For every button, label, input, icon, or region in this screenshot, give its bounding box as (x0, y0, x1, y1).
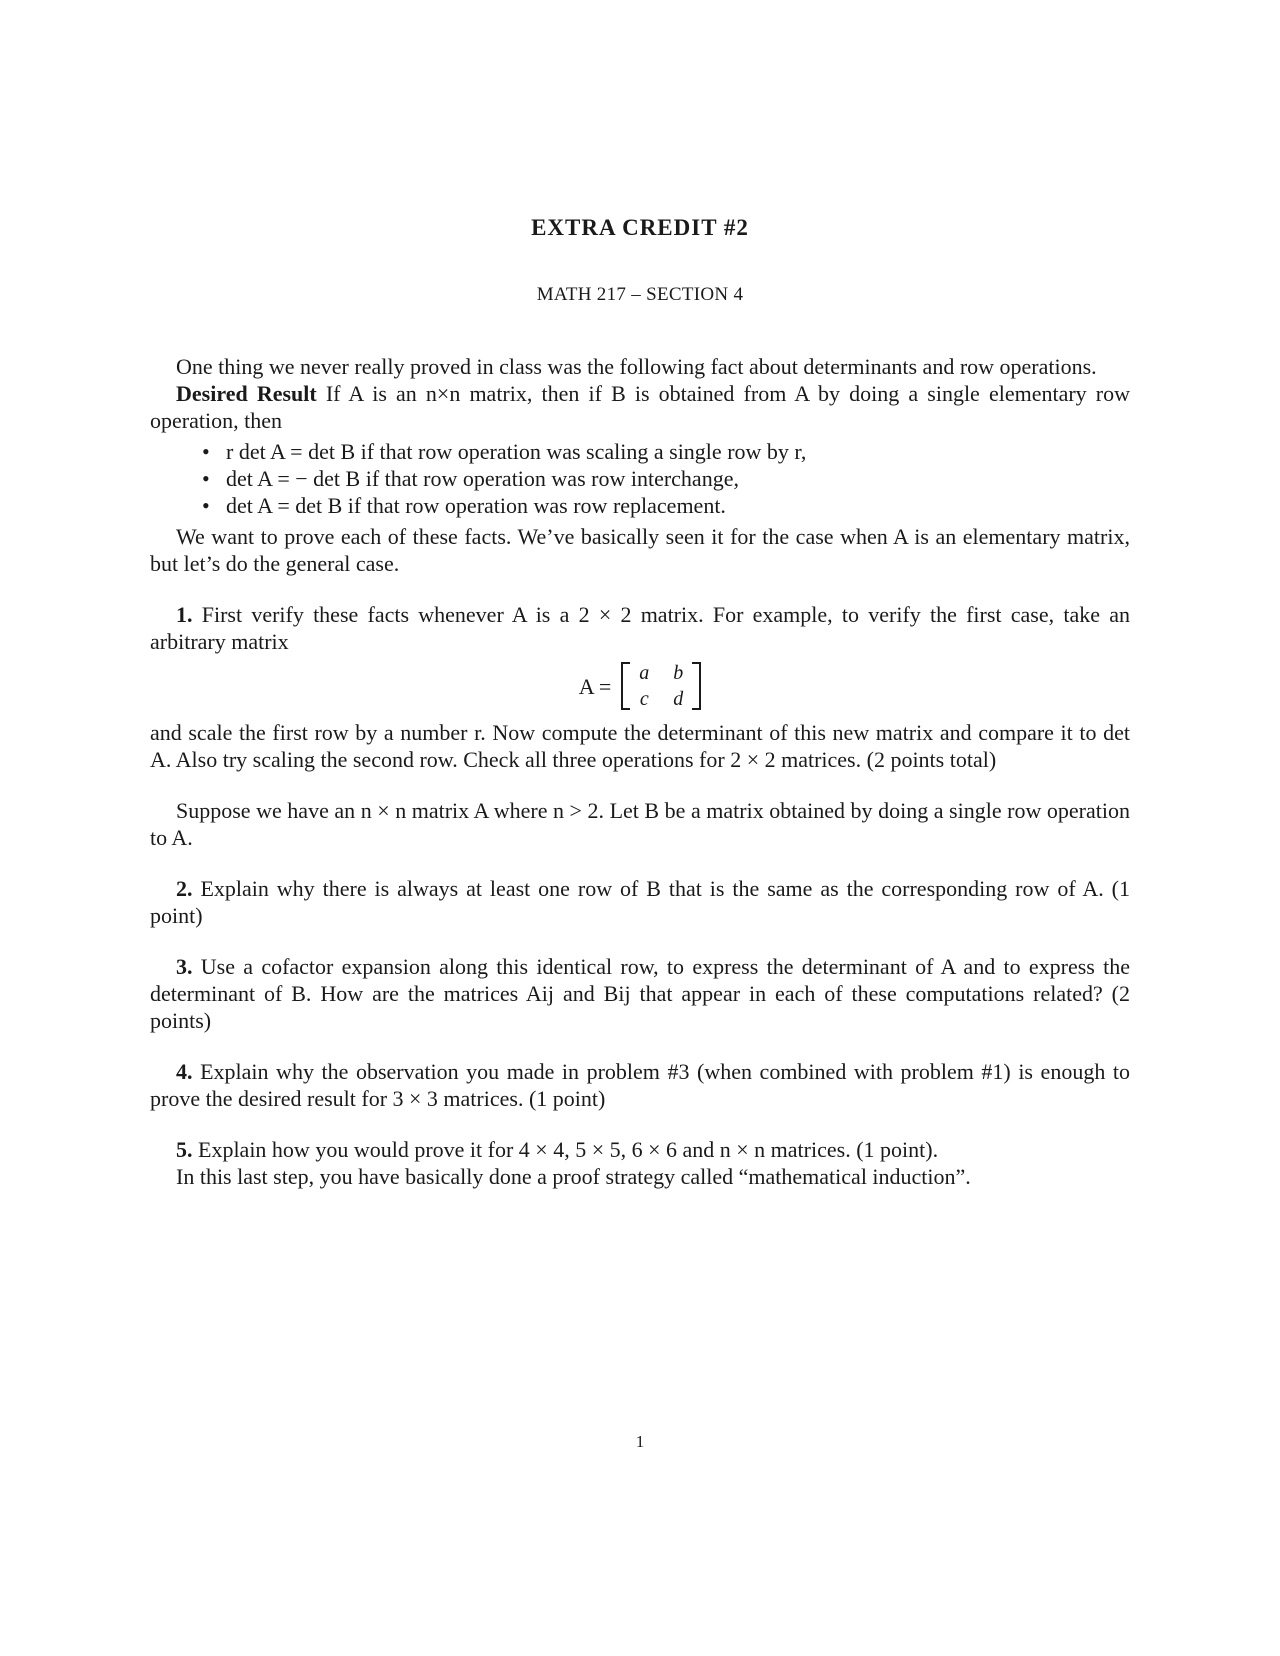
setup-paragraph: Suppose we have an n × n matrix A where n > 2. Let B be a matrix obtained by doing a single row operation to A. (150, 798, 1130, 850)
intro-paragraph: One thing we never really proved in class was the following fact about determinants and row operations. (176, 354, 1097, 379)
matrix-entry-c: c (639, 688, 649, 710)
bullet-replacement: • det A = det B if that row operation was row replacement. (150, 492, 1130, 519)
problem-2 (150, 875, 1130, 929)
problem-2-text: Explain why there is always at least one row of B that is the same as the corresponding row of A. (1 point) (150, 876, 1131, 928)
desired-result-label: Desired Result (176, 381, 317, 406)
document-page (150, 0, 1130, 1656)
closing-paragraph: In this last step, you have basically done a proof strategy called “mathematical induction”. (176, 1164, 971, 1189)
matrix-entry-b: b (673, 662, 684, 684)
problem-4 (150, 1058, 1130, 1112)
general-case-paragraph: We want to prove each of these facts. We’ve basically seen it for the case when A is an elementary matrix, but let’s do the general case. (150, 524, 1130, 576)
document-body (150, 353, 1130, 1190)
page-number: 1 (635, 1432, 645, 1451)
page-subtitle: MATH 217 – SECTION 4 (536, 284, 744, 305)
problem-5-number: 5. (176, 1137, 193, 1162)
problem-3-number: 3. (176, 954, 193, 979)
desired-result-text: If A is an n×n matrix, then if B is obtained from A by doing a single elementary row operation, then (150, 381, 1131, 433)
matrix-lhs: A = (578, 673, 612, 699)
problem-1-number: 1. (176, 602, 193, 627)
problem-4-text: Explain why the observation you made in problem #3 (when combined with problem #1) is enough to prove the desired result for 3 × 3 matrices. (1 point) (150, 1059, 1130, 1111)
problem-4-number: 4. (176, 1059, 193, 1084)
matrix-entry-d: d (673, 688, 684, 710)
matrix-2x2 (621, 660, 701, 712)
bullet-scaling: • r det A = det B if that row operation was scaling a single row by r, (150, 438, 1130, 465)
problem-1-text: First verify these facts whenever A is a 2 × 2 matrix. For example, to verify the first case, take an arbitrary matrix (150, 602, 1130, 654)
problem-1 (150, 601, 1130, 655)
problem-3 (150, 953, 1130, 1034)
matrix-display (150, 657, 1130, 715)
problem-1-continued: and scale the first row by a number r. Now compute the determinant of this new matrix and compare it to det A. Also try scaling the second row. Check all three operations for 2 × 2 matrices. (2 points total) (150, 720, 1130, 772)
problem-2-number: 2. (176, 876, 193, 901)
problem-5 (150, 1136, 1130, 1163)
page-title: EXTRA CREDIT #2 (531, 215, 749, 240)
problem-3-text: Use a cofactor expansion along this identical row, to express the determinant of A and to express the determinant of B. How are the matrices Aij and Bij that appear in each of these computations related? (2 points) (150, 954, 1130, 1033)
matrix-entry-a: a (639, 662, 650, 684)
result-bullet-list (150, 438, 1130, 519)
desired-result-paragraph (150, 380, 1130, 434)
bullet-interchange: • det A = − det B if that row operation was row interchange, (150, 465, 1130, 492)
problem-5-text: Explain how you would prove it for 4 × 4, 5 × 5, 6 × 6 and n × n matrices. (1 point). (198, 1137, 939, 1162)
